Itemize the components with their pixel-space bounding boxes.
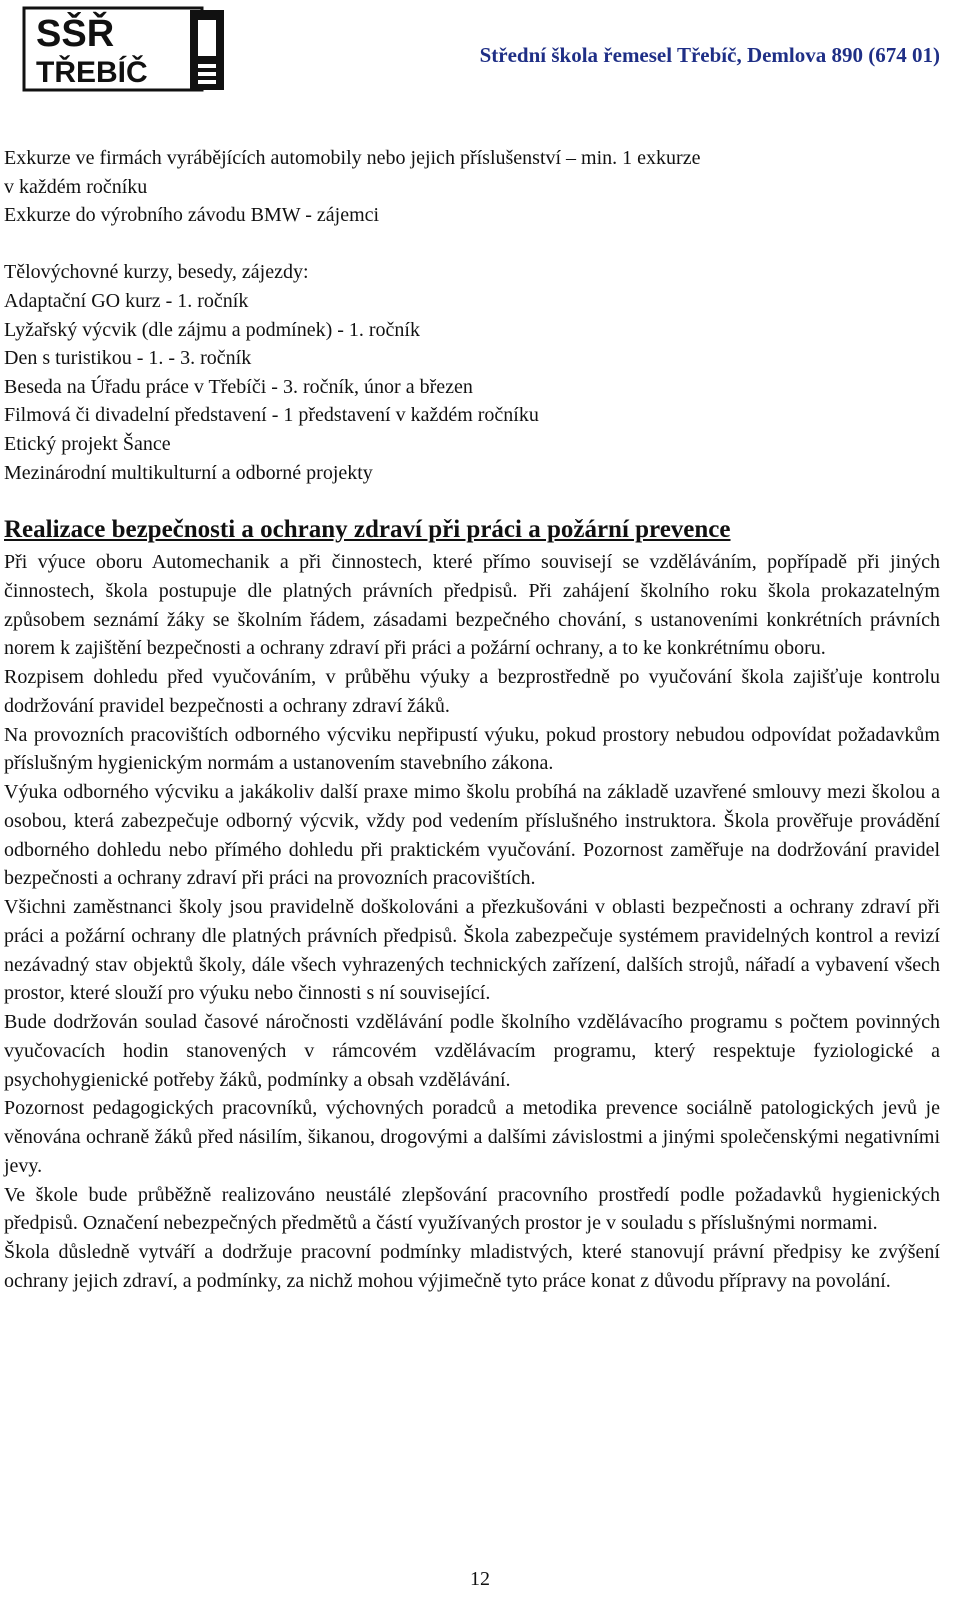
logo-line2: TŘEBÍČ (36, 56, 148, 89)
course-line: Filmová či divadelní představení - 1 představení v každém ročníku (4, 404, 539, 427)
section-title: Realizace bezpečnosti a ochrany zdraví při práci a požární prevence (4, 516, 731, 543)
school-logo (22, 6, 228, 92)
spacer (4, 230, 940, 259)
school-name: Střední škola řemesel Třebíč, Demlova 890 (674 01) (479, 43, 940, 67)
paragraph: Na provozních pracovištích odborného výcviku nepřipustí výuku, pokud prostory nebudou odpovídat požadavkům příslušným hygienickým normám a ustanovením stavebního zákona. (4, 723, 940, 775)
courses-heading: Tělovýchovné kurzy, besedy, zájezdy: (4, 261, 309, 284)
paragraph: Výuka odborného výcviku a jakákoliv další praxe mimo školu probíhá na základě uzavřené smlouvy mezi školou a osobou, která zabezpečuje odborný výcvik, vždy pod vedením příslušného instruktora. Škola prověřuje provádění odborného dohledu nebo přímého dohledu při praktickém vyučování. Pozornost zaměřuje na dodržování pravidel bezpečnosti a ochrany zdraví při práci na provozních pracovištích. (4, 781, 940, 890)
section-body (4, 548, 940, 1296)
intro-line: v každém ročníku (4, 175, 148, 198)
paragraph: Škola důsledně vytváří a dodržuje pracovní podmínky mladistvých, které stanovují právní předpisy ke zvýšení ochrany jejich zdraví, a podmínky, za nichž mohou výjimečně tyto práce konat z důvodu přípravy na povolání. (4, 1241, 940, 1292)
page-header (22, 6, 940, 96)
course-line: Den s turistikou - 1. - 3. ročník (4, 347, 252, 370)
intro-line: Exkurze ve firmách vyrábějících automobily nebo jejich příslušenství – min. 1 exkurze (4, 147, 701, 169)
course-line: Lyžařský výcvik (dle zájmu a podmínek) - 1. ročník (4, 318, 420, 341)
paragraph: Ve škole bude průběžně realizováno neustálé zlepšování pracovního prostředí podle požadavků hygienických předpisů. Označení nebezpečných předmětů a částí využívaných prostor je v souladu s příslušnými normami. (4, 1183, 940, 1235)
course-line: Beseda na Úřadu práce v Třebíči - 3. ročník, únor a březen (4, 375, 473, 398)
paragraph: Všichni zaměstnanci školy jsou pravidelně doškolováni a přezkušováni v oblasti bezpečnosti a ochrany zdraví při práci a požární ochrany dle platných právních předpisů. Škola zabezpečuje systémem pravidelných kontrol a revizí nezávadný stav objektů školy, dále všech vyhrazených technických zařízení, dalších strojů, nářadí a vybavení všech prostor, které slouží pro výuku nebo činnosti s ní související. (4, 896, 940, 1005)
page-number: 12 (470, 1568, 490, 1590)
logo-line1: SŠŘ (36, 13, 115, 55)
course-line: Adaptační GO kurz - 1. ročník (4, 289, 249, 312)
paragraph: Bude dodržován soulad časové náročnosti vzdělávání podle školního vzdělávacího programu s počtem povinných vyučovacích hodin stanovených v rámcovém vzdělávacím programu, který respektuje fyziologické a psychohygienické potřeby žáků, podmínky a obsah vzdělávání. (4, 1011, 940, 1091)
course-line: Etický projekt Šance (4, 432, 171, 455)
paragraph: Při výuce oboru Automechanik a při činnostech, které přímo souvisejí se vzděláváním, popřípadě při jiných činnostech, škola postupuje dle platných právních předpisů. Při zahájení školního roku škola prokazatelným způsobem seznámí žáky se školním řádem, zásadami bezpečného chování, s ustanoveními konkrétních právních norem k zajištění bezpečnosti a ochrany zdraví při práci a požární ochrany, a to ke konkrétnímu oboru. (4, 551, 940, 660)
paragraph: Rozpisem dohledu před vyučováním, v průběhu výuky a bezprostředně po vyučování škola zajišťuje kontrolu dodržování pravidel bezpečnosti a ochrany zdraví žáků. (4, 666, 940, 717)
course-line: Mezinárodní multikulturní a odborné projekty (4, 461, 373, 484)
intro-line: Exkurze do výrobního závodu BMW - zájemci (4, 204, 380, 227)
paragraph: Pozornost pedagogických pracovníků, výchovných poradců a metodika prevence sociálně patologických jevů je věnována ochraně žáků před násilím, šikanou, drogovými a dalšími závislostmi a jinými společenskými negativními jevy. (4, 1097, 940, 1177)
intro-list (4, 144, 940, 487)
